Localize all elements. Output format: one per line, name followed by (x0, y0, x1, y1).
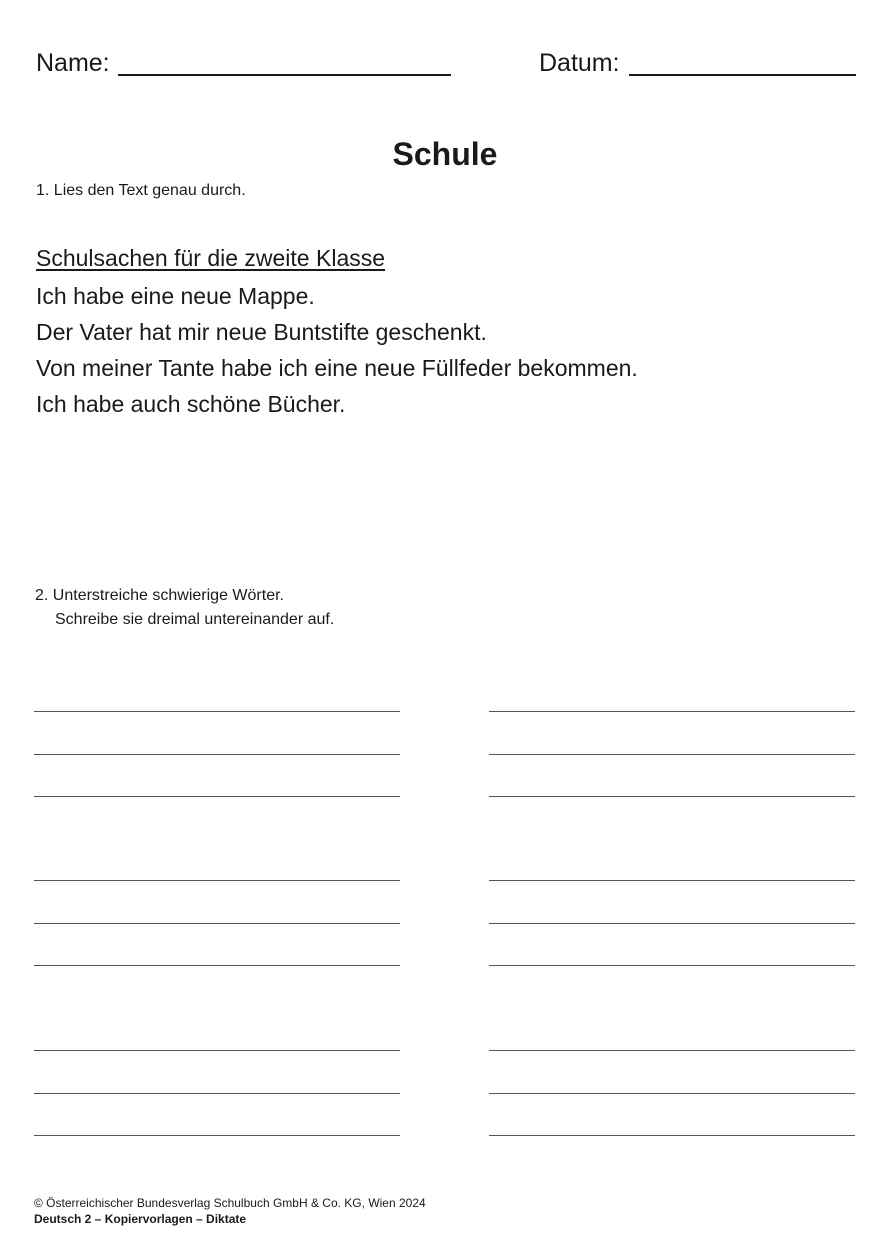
writing-line[interactable] (34, 923, 400, 924)
task-1-instruction: 1. Lies den Text genau durch. (36, 182, 246, 199)
writing-line[interactable] (489, 1093, 855, 1094)
copyright-footer: © Österreichischer Bundesverlag Schulbuch GmbH & Co. KG, Wien 2024 (34, 1196, 426, 1210)
page-title: Schule (392, 136, 498, 172)
series-footer: Deutsch 2 – Kopiervorlagen – Diktate (34, 1212, 247, 1226)
task-2-instruction-sub: Schreibe sie dreimal untereinander auf. (55, 611, 335, 628)
writing-line[interactable] (489, 711, 855, 712)
writing-line[interactable] (34, 965, 400, 966)
writing-line[interactable] (34, 711, 400, 712)
date-label: Datum: (539, 49, 620, 77)
writing-line[interactable] (34, 754, 400, 755)
story-line: Von meiner Tante habe ich eine neue Füllfeder bekommen. (36, 355, 638, 381)
task-2-instruction: 2. Unterstreiche schwierige Wörter. (35, 587, 284, 604)
writing-line[interactable] (489, 754, 855, 755)
writing-line[interactable] (489, 1050, 855, 1051)
writing-line[interactable] (34, 1050, 400, 1051)
writing-line[interactable] (34, 796, 400, 797)
writing-line[interactable] (34, 1135, 400, 1136)
writing-line[interactable] (489, 965, 855, 966)
writing-line[interactable] (34, 880, 400, 881)
writing-line[interactable] (489, 1135, 855, 1136)
writing-line[interactable] (34, 1093, 400, 1094)
story-line: Ich habe eine neue Mappe. (36, 283, 315, 309)
name-field[interactable] (118, 74, 451, 76)
writing-line[interactable] (489, 880, 855, 881)
story-line: Der Vater hat mir neue Buntstifte geschenkt. (36, 319, 487, 345)
name-label: Name: (36, 49, 110, 77)
date-field[interactable] (629, 74, 856, 76)
story-title: Schulsachen für die zweite Klasse (36, 245, 386, 271)
writing-line[interactable] (489, 796, 855, 797)
writing-line[interactable] (489, 923, 855, 924)
story-line: Ich habe auch schöne Bücher. (36, 391, 346, 417)
